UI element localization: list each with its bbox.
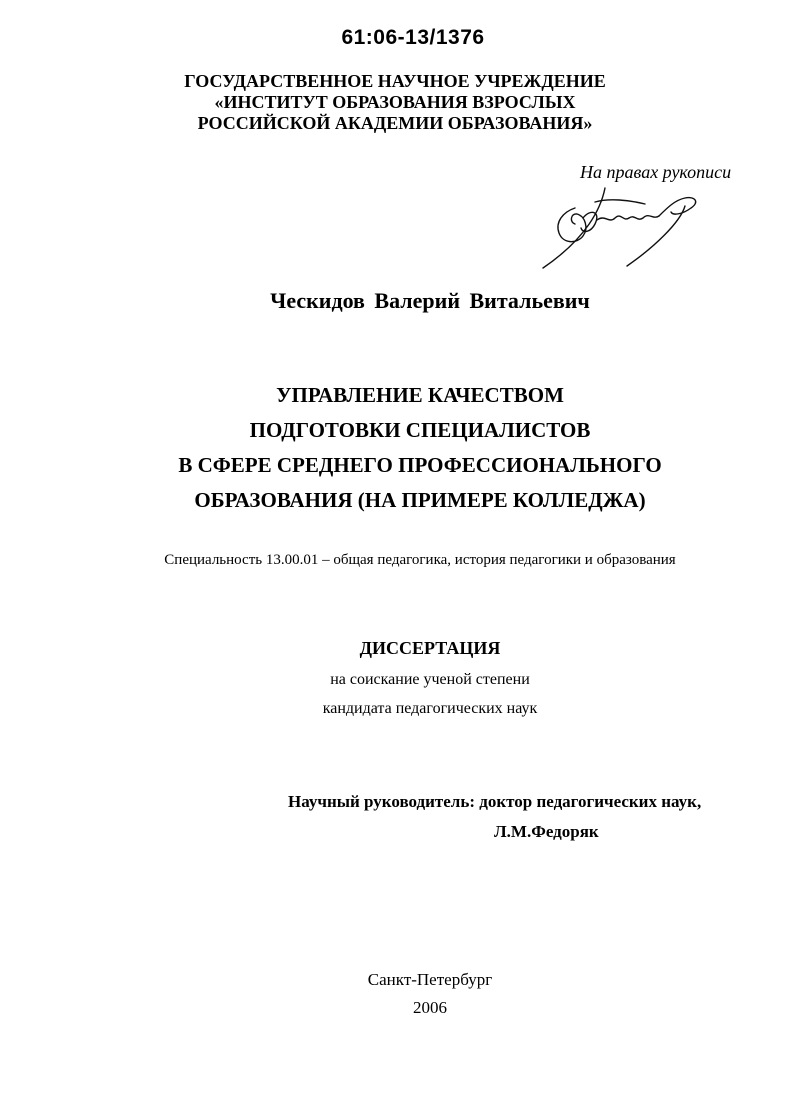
specialty-line: Специальность 13.00.01 – общая педагогика, история педагогики и образования [164, 552, 676, 568]
advisor-role: Научный руководитель: доктор педагогических наук, [288, 792, 702, 811]
dissertation-title-line-3: В СФЕРЕ СРЕДНЕГО ПРОФЕССИОНАЛЬНОГО [178, 453, 662, 477]
advisor-name: Л.М.Федоряк [494, 822, 599, 841]
institution-line-1: ГОСУДАРСТВЕННОЕ НАУЧНОЕ УЧРЕЖДЕНИЕ [184, 71, 606, 91]
institution-line-3: РОССИЙСКОЙ АКАДЕМИИ ОБРАЗОВАНИЯ» [197, 113, 593, 133]
city: Санкт-Петербург [367, 970, 493, 989]
degree-line-1: на соискание ученой степени [330, 671, 530, 688]
dissertation-title-line-1: УПРАВЛЕНИЕ КАЧЕСТВОМ [276, 383, 564, 407]
author-name: Ческидов Валерий Витальевич [270, 288, 590, 313]
degree-line-2: кандидата педагогических наук [322, 700, 538, 717]
dissertation-title-line-4: ОБРАЗОВАНИЯ (НА ПРИМЕРЕ КОЛЛЕДЖА) [194, 488, 646, 512]
institution-line-2: «ИНСТИТУТ ОБРАЗОВАНИЯ ВЗРОСЛЫХ [214, 92, 576, 112]
document-type: ДИССЕРТАЦИЯ [359, 638, 501, 658]
manuscript-note: На правах рукописи [580, 162, 732, 182]
handwritten-signature [535, 178, 710, 270]
year: 2006 [413, 998, 447, 1017]
dissertation-title-line-2: ПОДГОТОВКИ СПЕЦИАЛИСТОВ [249, 418, 591, 442]
registry-number: 61:06-13/1376 [341, 26, 485, 49]
